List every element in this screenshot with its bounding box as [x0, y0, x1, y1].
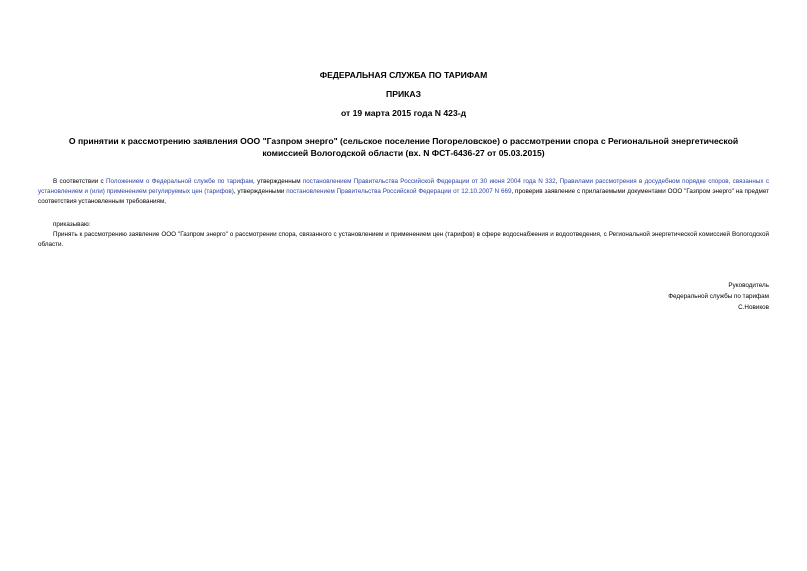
preamble-text-2: , утвержденным	[253, 178, 303, 185]
agency-heading: ФЕДЕРАЛЬНАЯ СЛУЖБА ПО ТАРИФАМ	[319, 70, 488, 80]
document-title-line-1: О принятии к рассмотрению заявления ООО "Газпром энерго" (сельское поселение Погореловское) о рассмотрении спора с Региональной энергетической	[68, 136, 739, 146]
preamble-paragraph	[38, 177, 769, 207]
order-word: приказываю:	[53, 221, 91, 228]
signature-name: С.Новиков	[738, 304, 769, 311]
decision-paragraph: Принять к рассмотрению заявление ООО "Газпром энерго" о рассмотрении спора, связанного с установлением и применением цен (тарифов) в сфере водоснабжения и водоотведения, с Региональной энергетической комиссией Вологодской области.	[38, 231, 769, 248]
document-type: ПРИКАЗ	[386, 89, 421, 99]
document-title	[48, 135, 759, 159]
preamble-text-3: ,	[555, 178, 560, 185]
signature-organization: Федеральной службы по тарифам	[668, 293, 769, 300]
link-government-decree-332[interactable]: постановлением Правительства Российской Федерации от 30 июня 2004 года N 332	[302, 178, 556, 185]
preamble-text-1: В соответствии с	[53, 178, 107, 185]
preamble-text-5: , проверив заявление с прилагаемыми документами ООО "Газпром энерго" на предмет соответствия установленным требованиям,	[38, 188, 770, 205]
preamble-text-4: , утвержденными	[233, 188, 287, 195]
link-dispute-rules[interactable]: Правилами рассмотрения в досудебном порядке споров, связанных с установлением и (или) применением регулируемых цен (тарифов)	[38, 178, 769, 195]
document-title-line-2: комиссией Вологодской области (вх. N ФСТ-6436-27 от 05.03.2015)	[262, 148, 545, 158]
document-date-number: от 19 марта 2015 года N 423-д	[340, 108, 467, 118]
link-government-decree-669[interactable]: постановлением Правительства Российской Федерации от 12.10.2007 N 669	[286, 188, 512, 195]
link-fst-regulation[interactable]: Положением о Федеральной службе по тарифам	[106, 178, 254, 185]
signature-position: Руководитель	[728, 282, 769, 289]
